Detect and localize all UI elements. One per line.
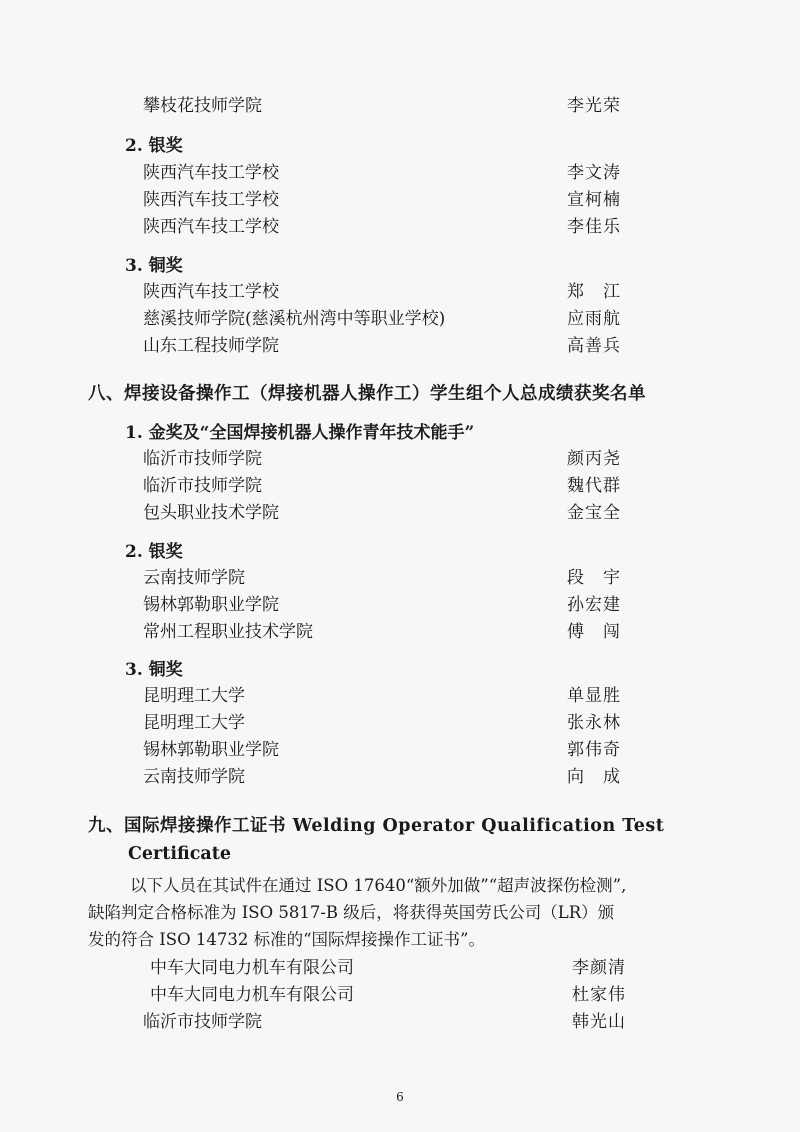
org-name: 昆明理工大学 (143, 686, 245, 706)
list-item (0, 592, 800, 618)
person-name: 李文涛 (567, 163, 621, 183)
org-name: 常州工程职业技术学院 (143, 622, 313, 642)
paragraph-line: 发的符合 ISO 14732 标准的“国际焊接操作工证书”。 (88, 930, 485, 949)
org-name: 陕西汽车技工学校 (143, 217, 279, 237)
org-name: 攀枝花技师学院 (143, 96, 262, 116)
person-name: 韩光山 (572, 1012, 626, 1032)
person-name: 高善兵 (567, 336, 621, 356)
section-title-continued: Certificate (128, 844, 231, 864)
paragraph-line: 以下人员在其试件在通过 ISO 17640“额外加做”“超声波探伤检测”, (130, 876, 627, 895)
paragraph-line: 缺陷判定合格标准为 ISO 5817-B 级后，将获得英国劳氏公司（LR）颁 (88, 903, 615, 922)
list-item (0, 214, 800, 240)
list-item (0, 565, 800, 591)
org-name: 云南技师学院 (143, 568, 245, 588)
person-name: 宣柯楠 (567, 190, 621, 210)
list-item (0, 473, 800, 499)
person-name: 段 宇 (567, 568, 621, 588)
org-name: 锡林郭勒职业学院 (143, 740, 279, 760)
list-item (0, 333, 800, 359)
award-heading-silver: 2. 银奖 (125, 136, 183, 156)
list-item (0, 500, 800, 526)
list-item (0, 160, 800, 186)
org-name: 中车大同电力机车有限公司 (150, 958, 354, 978)
person-name: 李颜清 (572, 958, 626, 978)
person-name: 魏代群 (567, 476, 621, 496)
person-name: 单显胜 (567, 686, 621, 706)
person-name: 李佳乐 (567, 217, 621, 237)
award-heading-gold: 1. 金奖及“全国焊接机器人操作青年技术能手” (125, 423, 475, 443)
person-name: 傅 闯 (567, 622, 621, 642)
org-name: 陕西汽车技工学校 (143, 190, 279, 210)
org-name: 临沂市技师学院 (143, 476, 262, 496)
org-name: 锡林郭勒职业学院 (143, 595, 279, 615)
person-name: 郑 江 (567, 282, 621, 302)
org-name: 陕西汽车技工学校 (143, 163, 279, 183)
person-name: 向 成 (567, 767, 621, 787)
person-name: 颜丙尧 (567, 449, 621, 469)
org-name: 临沂市技师学院 (143, 1012, 262, 1032)
section-title: 八、焊接设备操作工（焊接机器人操作工）学生组个人总成绩获奖名单 (88, 384, 646, 404)
org-name: 临沂市技师学院 (143, 449, 262, 469)
person-name: 李光荣 (567, 96, 621, 116)
list-item (0, 93, 800, 119)
list-item (0, 737, 800, 763)
org-name: 包头职业技术学院 (143, 503, 279, 523)
award-heading-silver: 2. 银奖 (125, 542, 183, 562)
list-item (0, 982, 800, 1008)
person-name: 孙宏建 (567, 595, 621, 615)
list-item (0, 764, 800, 790)
person-name: 杜家伟 (572, 985, 626, 1005)
list-item (0, 306, 800, 332)
org-name: 慈溪技师学院(慈溪杭州湾中等职业学校) (143, 309, 446, 329)
section-title: 九、国际焊接操作工证书 Welding Operator Qualification Test (88, 816, 665, 836)
org-name: 陕西汽车技工学校 (143, 282, 279, 302)
award-heading-bronze: 3. 铜奖 (125, 660, 183, 680)
person-name: 金宝全 (567, 503, 621, 523)
list-item (0, 279, 800, 305)
org-name: 云南技师学院 (143, 767, 245, 787)
list-item (0, 1009, 800, 1035)
list-item (0, 187, 800, 213)
award-heading-bronze: 3. 铜奖 (125, 256, 183, 276)
org-name: 山东工程技师学院 (143, 336, 279, 356)
person-name: 张永林 (567, 713, 621, 733)
person-name: 郭伟奇 (567, 740, 621, 760)
list-item (0, 955, 800, 981)
person-name: 应雨航 (567, 309, 621, 329)
page-number: 6 (396, 1090, 404, 1104)
list-item (0, 710, 800, 736)
list-item (0, 446, 800, 472)
list-item (0, 619, 800, 645)
list-item (0, 683, 800, 709)
org-name: 昆明理工大学 (143, 713, 245, 733)
org-name: 中车大同电力机车有限公司 (150, 985, 354, 1005)
